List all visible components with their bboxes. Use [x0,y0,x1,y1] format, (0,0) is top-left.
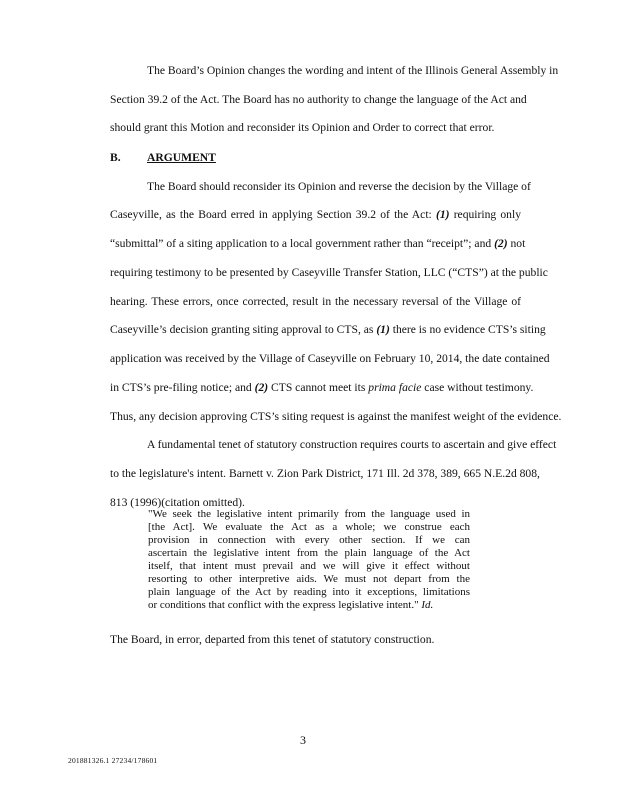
paragraph-line: to the legislature's intent. Barnett v. Zion Park District, 171 Ill. 2d 378, 389, 665 N.E.2d 808, [110,467,540,480]
paragraph-line: Caseyville, as the Board erred in applying Section 39.2 of the Act: (1) requiring only [110,208,522,221]
page-number: 3 [300,733,306,747]
section-heading [110,151,216,164]
block-quote-line: or conditions that conflict with the express legislative intent." Id. [148,599,434,611]
section-label: B. [110,151,121,164]
paragraph-line: Caseyville’s decision granting siting approval to CTS, as (1) there is no evidence CTS’s siting [110,323,546,336]
paragraph-line: Section 39.2 of the Act. The Board has no authority to change the language of the Act and [110,93,527,106]
document-footer-id: 201881326.1 27234/178601 [68,756,158,765]
paragraph-line: 813 (1996)(citation omitted). [110,496,245,509]
paragraph-line: A fundamental tenet of statutory construction requires courts to ascertain and give effect [147,438,557,451]
block-quote-line: itself, that intent must prevail and we will give it effect without [148,560,470,572]
block-quote-line: resorting to other interpretive aids. We must not depart from the [148,573,470,585]
paragraph-line: should grant this Motion and reconsider its Opinion and Order to correct that error. [110,121,495,134]
paragraph-line: Thus, any decision approving CTS’s siting request is against the manifest weight of the evidence. [110,410,562,423]
block-quote-line: [the Act]. We evaluate the Act as a whole; we construe each [148,521,470,533]
paragraph-line: The Board’s Opinion changes the wording and intent of the Illinois General Assembly in [147,64,559,77]
paragraph-line: “submittal” of a siting application to a local government rather than “receipt”; and (2) not [110,237,526,250]
paragraph-line: requiring testimony to be presented by Caseyville Transfer Station, LLC (“CTS”) at the public [110,266,548,279]
section-title: ARGUMENT [147,151,216,164]
block-quote-line: ascertain the legislative intent from the plain language of the Act [148,547,470,559]
paragraph-line: application was received by the Village of Caseyville on February 10, 2014, the date contained [110,352,550,365]
paragraph-line: in CTS’s pre-filing notice; and (2) CTS cannot meet its prima facie case without testimony. [110,381,534,394]
closing-sentence: The Board, in error, departed from this tenet of statutory construction. [110,633,435,646]
paragraph-line: hearing. These errors, once corrected, result in the necessary reversal of the Village of [110,295,521,308]
block-quote-line: plain language of the Act by reading into it exceptions, limitations [148,586,470,598]
paragraph-line: The Board should reconsider its Opinion and reverse the decision by the Village of [147,180,531,193]
block-quote-line: "We seek the legislative intent primarily from the language used in [148,508,470,520]
block-quote-line: provision in connection with every other section. If we can [148,534,470,546]
